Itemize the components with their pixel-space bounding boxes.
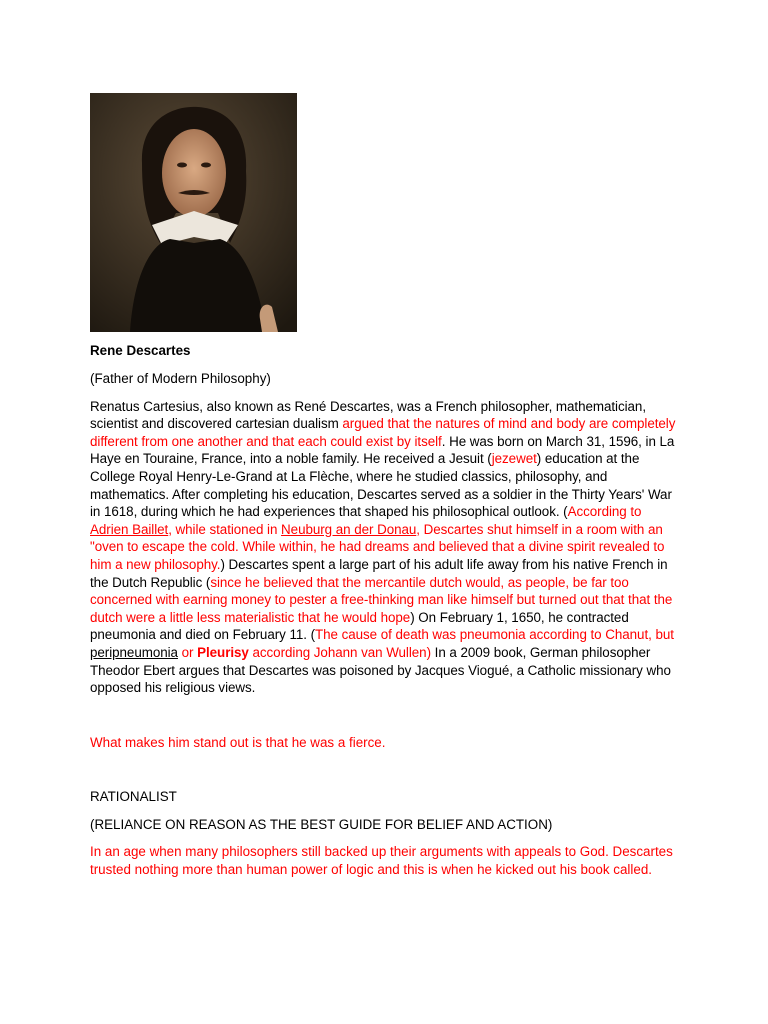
bio-highlight: since he believed that the mercantile dutch would, as people, be far too concerned with earning money to pester a free-thinking man like himself but turned out that that the dutch were a little less materialistic that he would hope: [90, 574, 673, 625]
portrait-image: [90, 93, 297, 332]
bio-highlight: According to: [567, 504, 642, 520]
rationalist-heading: RATIONALIST: [90, 789, 177, 805]
bio-text: . He was born on March 31, 1596, in La Haye en Touraine, France, into a noble family. He received a Jesuit (: [90, 433, 675, 467]
biography-paragraph: [90, 398, 680, 697]
adrien-baillet-link[interactable]: Adrien Baillet: [90, 521, 169, 537]
reliance-definition: (RELIANCE ON REASON AS THE BEST GUIDE FOR BELIEF AND ACTION): [90, 816, 553, 832]
subtitle: (Father of Modern Philosophy): [90, 371, 271, 386]
neuburg-link[interactable]: Neuburg an der Donau: [281, 521, 417, 537]
bio-highlight: , while stationed in: [168, 521, 282, 537]
bio-highlight: according Johann van Wullen): [248, 644, 431, 660]
standout-note: What makes him stand out is that he was a fierce.: [90, 734, 386, 750]
document-page: [90, 93, 680, 879]
bio-highlight: argued that the natures of mind and body are completely different from one another and that each could exist by itself: [90, 416, 676, 449]
bio-text: In a 2009 book, German philosopher Theodor Ebert argues that Descartes was poisoned by Jacques Viogué, a Catholic missionary who opposed his religious views.: [90, 644, 671, 696]
bio-text: ) On February 1, 1650, he contracted pneumonia and died on February 11. (: [90, 609, 629, 643]
page-title: Rene Descartes: [90, 343, 191, 358]
pleurisy-term: Pleurisy: [197, 644, 249, 660]
bio-highlight: or: [177, 644, 198, 660]
bio-highlight: , Descartes shut himself in a room with an "oven to escape the cold. While within, he had dreams and believed that a divine spirit revealed to him a new philosophy.: [90, 521, 665, 572]
bio-highlight: The cause of death was pneumonia according to Chanut, but: [315, 627, 674, 643]
peripneumonia-link[interactable]: peripneumonia: [90, 644, 178, 660]
bio-text: ) Descartes spent a large part of his adult life away from his native French in the Dutch Republic (: [90, 556, 668, 590]
bio-text: ) education at the College Royal Henry-Le-Grand at La Flèche, where he studied classics, philosophy, and mathematics. After completing his education, Descartes served as a soldier in the Thirty Years' War in 1618, during which he had experiences that shaped his philosophical outlook. (: [90, 451, 672, 520]
bio-text: Renatus Cartesius, also known as René Descartes, was a French philosopher, mathematician, scientist and discovered cartesian dualism: [90, 398, 647, 432]
bio-highlight: jezewet: [491, 451, 537, 467]
closing-paragraph: In an age when many philosophers still backed up their arguments with appeals to God. Descartes trusted nothing more than human power of logic and this is when he kicked out his book called.: [90, 844, 673, 878]
